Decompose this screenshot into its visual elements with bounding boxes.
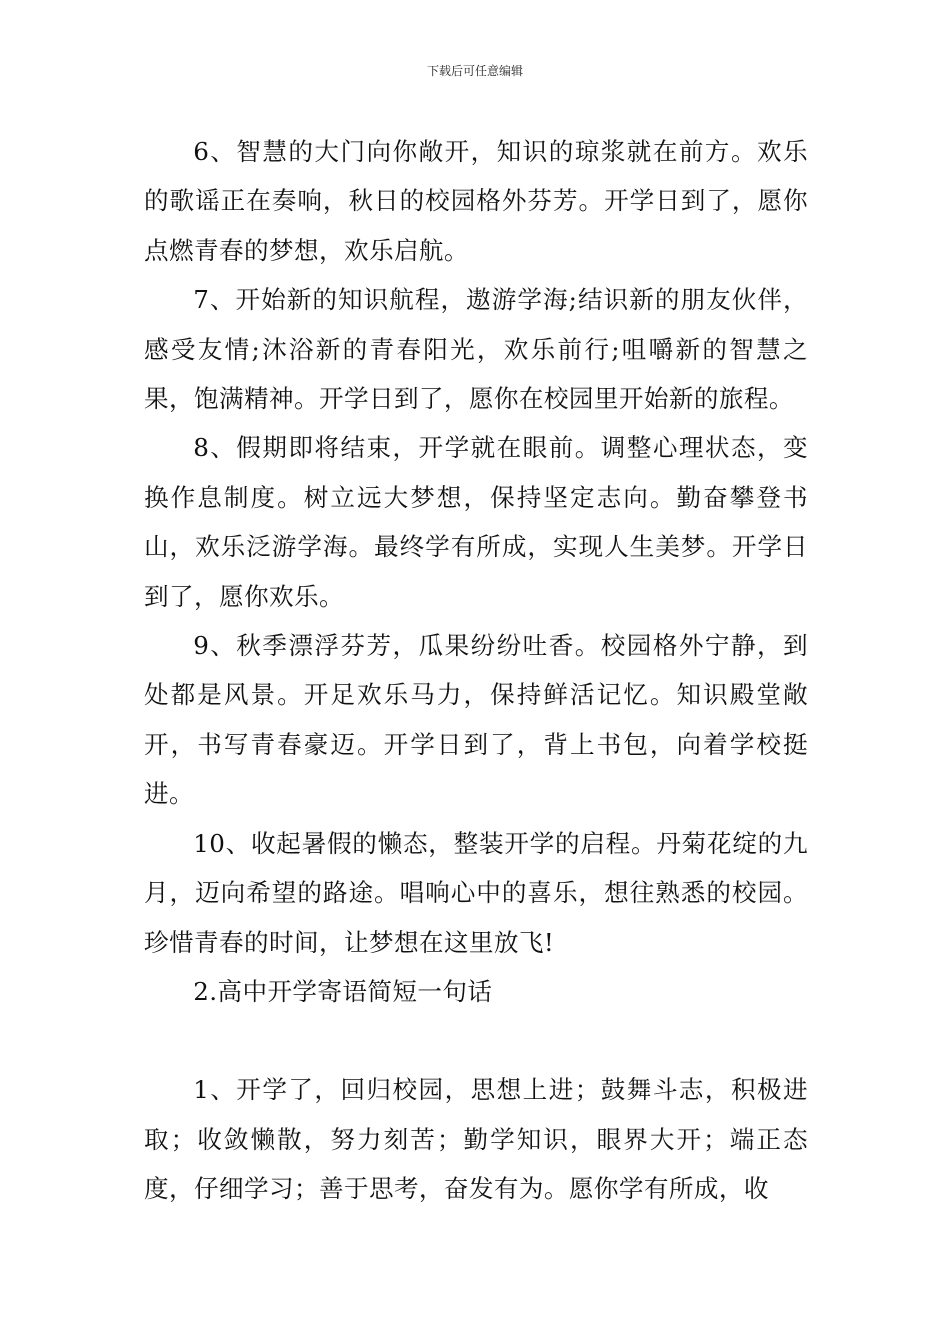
paragraph-10: 10、收起暑假的懒态，整装开学的启程。丹菊花绽的九月，迈向希望的路途。唱响心中的喜乐，想往熟悉的校园。珍惜青春的时间，让梦想在这里放飞! — [144, 828, 808, 957]
paragraph-9: 9、秋季漂浮芬芳，瓜果纷纷吐香。校园格外宁静，到处都是风景。开足欢乐马力，保持鲜活记忆。知识殿堂敞开，书写青春豪迈。开学日到了，背上书包，向着学校挺进。 — [144, 631, 808, 809]
page-header: 下载后可任意编辑 — [426, 64, 523, 78]
document-body — [144, 127, 808, 1214]
section-heading: 2.高中开学寄语简短一句话 — [193, 976, 493, 1006]
paragraph-1: 1、开学了，回归校园，思想上进；鼓舞斗志，积极进取；收敛懒散，努力刻苦；勤学知识，眼界大开；端正态度，仔细学习；善于思考，奋发有为。愿你学有所成，收 — [144, 1075, 808, 1204]
paragraph-8: 8、假期即将结束，开学就在眼前。调整心理状态，变换作息制度。树立远大梦想，保持坚定志向。勤奋攀登书山，欢乐泛游学海。最终学有所成，实现人生美梦。开学日到了，愿你欢乐。 — [144, 433, 808, 611]
paragraph-6: 6、智慧的大门向你敞开，知识的琼浆就在前方。欢乐的歌谣正在奏响，秋日的校园格外芬芳。开学日到了，愿你点燃青春的梦想，欢乐启航。 — [144, 137, 808, 265]
paragraph-7: 7、开始新的知识航程，遨游学海;结识新的朋友伙伴，感受友情;沐浴新的青春阳光，欢乐前行;咀嚼新的智慧之果，饱满精神。开学日到了，愿你在校园里开始新的旅程。 — [144, 285, 808, 414]
